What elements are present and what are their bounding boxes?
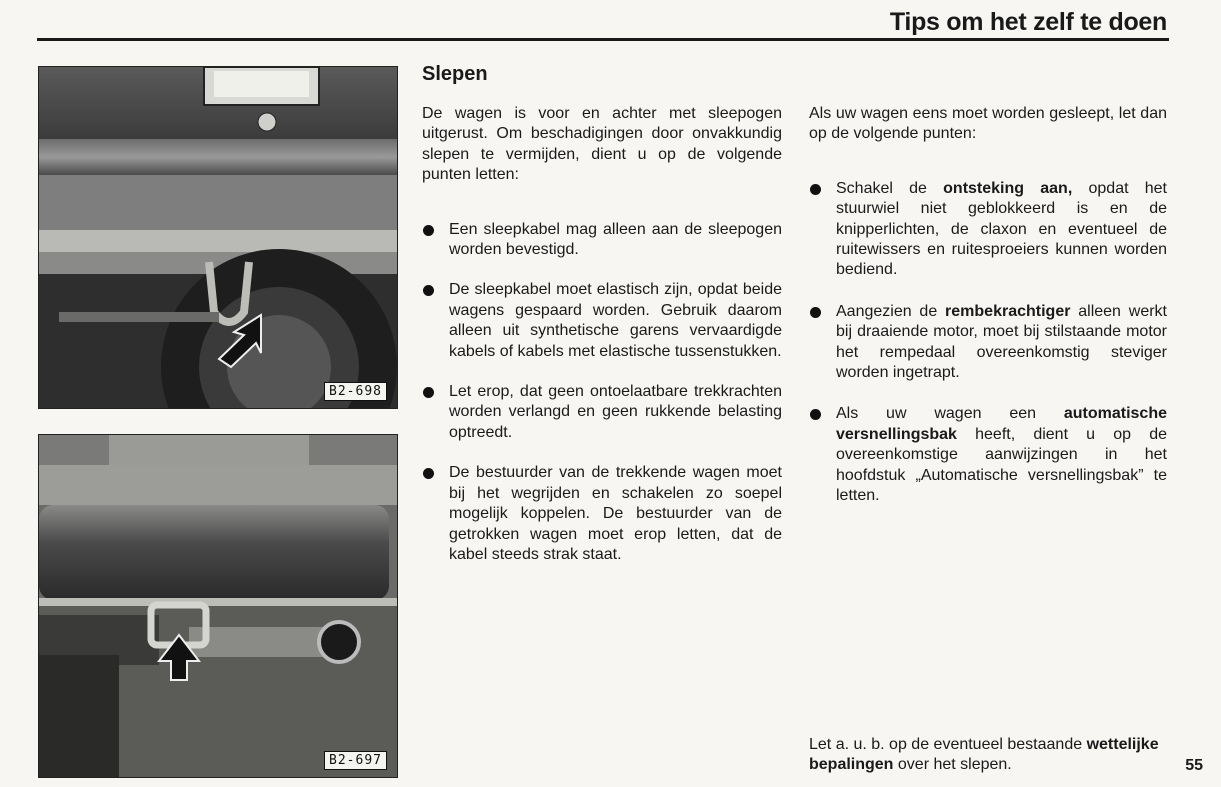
figure-rear-tow-eye (38, 434, 398, 778)
figure-front-tow-eye (38, 66, 398, 409)
section-title: Slepen (422, 63, 488, 85)
list-item (422, 463, 782, 565)
list-item-text: Schakel de (836, 179, 944, 197)
emphasis-text: rembekrachtiger (945, 302, 1071, 320)
rear-tow-eye-illustration (39, 435, 397, 777)
legal-footnote (809, 735, 1171, 776)
bullet-icon (423, 468, 434, 479)
bullet-icon (810, 307, 821, 318)
bullet-icon (423, 387, 434, 398)
left-bullet-list (422, 220, 782, 566)
figure-code-label: B2-698 (324, 382, 387, 401)
figure-code-label: B2-697 (324, 751, 387, 770)
header-divider (37, 38, 1169, 41)
bullet-icon (810, 409, 821, 420)
bullet-icon (423, 225, 434, 236)
list-item-text: heeft, dient u op de overeenkomstige aanwijzingen in het hoofdstuk „Automatische versnellingsbak” te letten. (836, 425, 1167, 505)
emphasis-text: ontsteking aan, (943, 179, 1073, 197)
right-intro-paragraph: Als uw wagen eens moet worden gesleept, let dan op de volgende punten: (809, 105, 1167, 143)
page-number: 55 (1185, 757, 1203, 774)
list-item-text: Aangezien de (836, 302, 946, 320)
front-tow-eye-illustration (39, 67, 397, 408)
list-item-text: Als uw wagen een (836, 405, 1064, 423)
list-item (422, 220, 782, 261)
list-item-text: Een sleepkabel mag alleen aan de sleepogen worden bevestigd. (449, 220, 782, 259)
list-item-text: De bestuurder van de trekkende wagen moet bij het wegrijden en schakelen zo soepel mogelijk koppelen. De bestuurder van de getrokken wagen moet erop letten, dat de kabel steeds strak staat. (449, 464, 782, 563)
list-item-text: alleen werkt bij draaiende motor, moet bij stilstaande motor het rempedaal overeenkomstig steviger worden ingetrapt. (836, 302, 1167, 382)
list-item-text: opdat het stuurwiel niet geblokkeerd is en de knipperlichten, de claxon en eventueel de ruitewissers en ruitesproeiers kunnen worden bediend. (836, 179, 1167, 279)
footnote-text: Let a. u. b. op de eventueel bestaande (809, 736, 1087, 753)
list-item-text: De sleepkabel moet elastisch zijn, opdat beide wagens gespaard worden. Gebruik daarom alleen uit synthetische garens vervaardigde kabels of kabels met elastische tussenstukken. (449, 281, 782, 360)
list-item (422, 280, 782, 362)
emphasis-text: automatische versnellingsbak (836, 405, 1167, 443)
left-intro-paragraph: De wagen is voor en achter met sleepogen uitgerust. Om beschadigingen door onvakkundig slepen te vermijden, dient u op de volgende punten letten: (422, 105, 782, 184)
bullet-icon (423, 285, 434, 296)
list-item (809, 302, 1167, 384)
list-item (809, 404, 1167, 506)
right-bullet-list (809, 179, 1167, 507)
list-item-text: Let erop, dat geen ontoelaatbare trekkrachten worden verlangd en geen rukkende belasting optreedt. (449, 383, 782, 441)
list-item (809, 179, 1167, 281)
bullet-icon (810, 184, 821, 195)
left-text-column (422, 104, 782, 585)
page-header-title: Tips om het zelf te doen (889, 8, 1167, 36)
list-item (422, 382, 782, 443)
right-text-column (809, 104, 1167, 528)
footnote-text: over het slepen. (893, 756, 1012, 774)
footnote-emphasis: wettelijke bepalingen (809, 736, 1159, 774)
